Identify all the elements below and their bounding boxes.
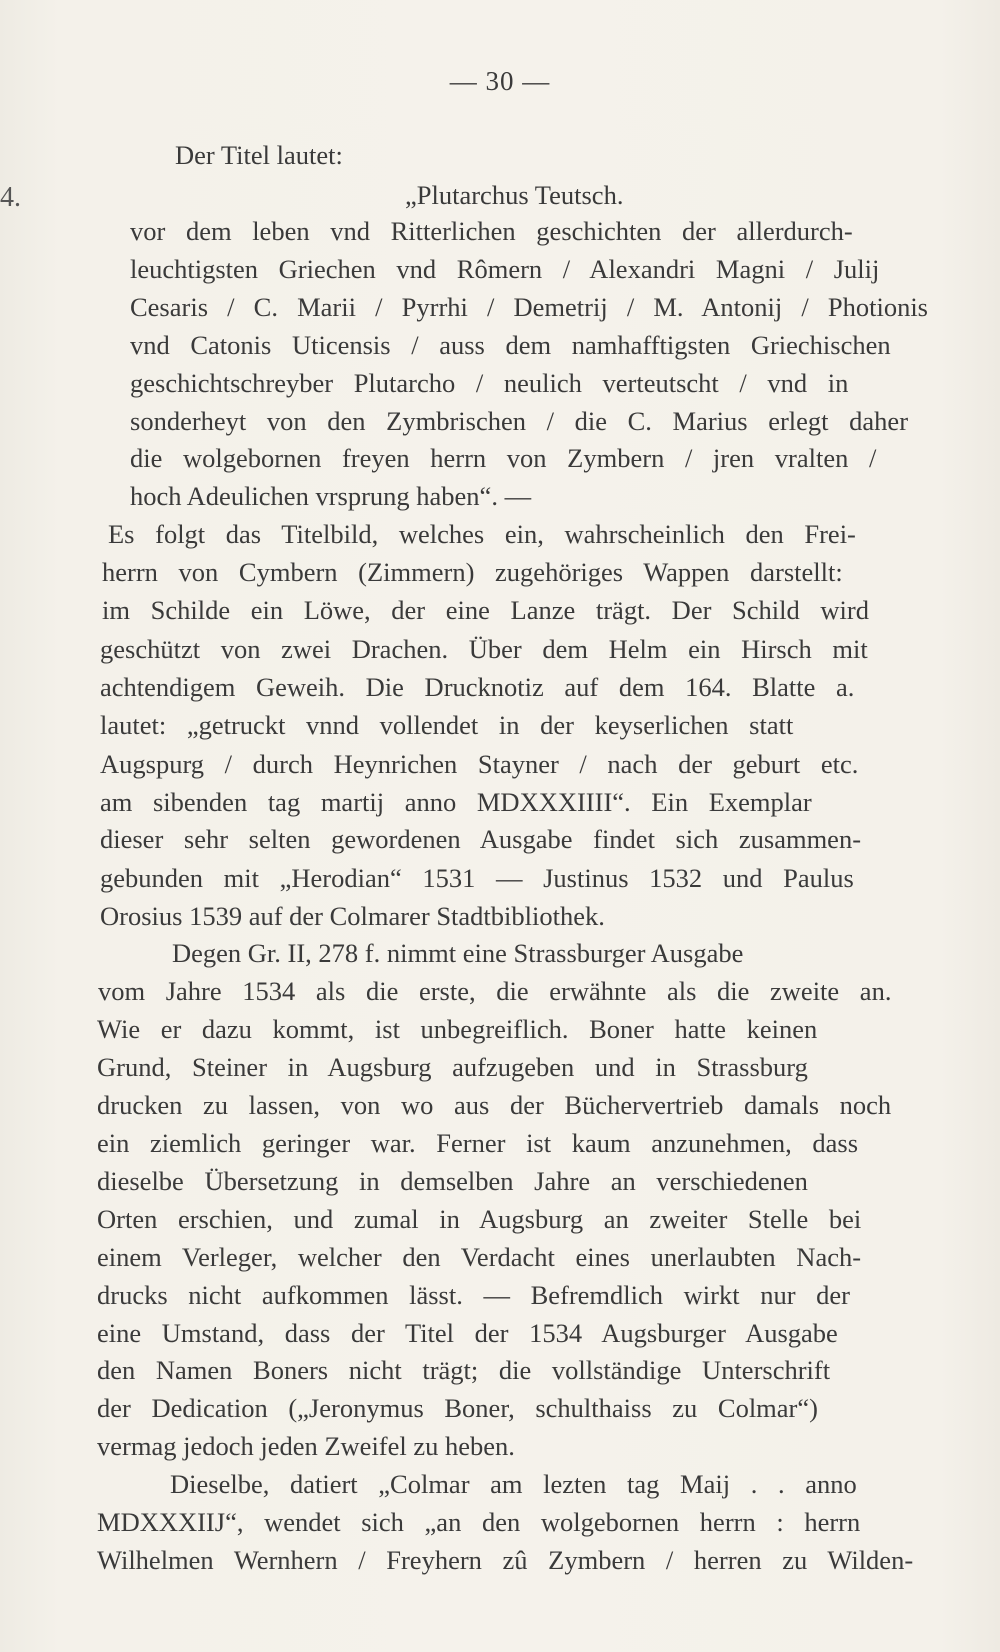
text-line-content: Dieselbe, datiert „Colmar am lezten tag Maij . . anno bbox=[170, 1469, 857, 1499]
text-line-content: vor dem leben vnd Ritterlichen geschichten der allerdurch- bbox=[130, 216, 853, 246]
text-line-content: lautet: „getruckt vnnd vollendet in der keyserlichen statt bbox=[100, 710, 794, 740]
text-line-content: achtendigem Geweih. Die Drucknotiz auf dem 164. Blatte a. bbox=[100, 672, 855, 702]
text-line-content: Cesaris / C. Marii / Pyrrhi / Demetrij / M. Antonij / Photionis bbox=[130, 292, 928, 322]
text-line-content: Grund, Steiner in Augsburg aufzugeben und in Strassburg bbox=[97, 1052, 808, 1082]
text-line-content: MDXXXIIJ“, wendet sich „an den wolgebornen herrn : herrn bbox=[97, 1507, 861, 1537]
text-line-content: den Namen Boners nicht trägt; die vollständige Unterschrift bbox=[97, 1355, 831, 1385]
text-line-content: vom Jahre 1534 als die erste, die erwähnte als die zweite an. bbox=[98, 976, 892, 1006]
text-line-content: Wie er dazu kommt, ist unbegreiflich. Boner hatte keinen bbox=[97, 1014, 818, 1044]
margin-mark: 4. bbox=[0, 182, 21, 213]
text-line-content: leuchtigsten Griechen vnd Rômern / Alexandri Magni / Julij bbox=[130, 254, 880, 284]
text-line-content: drucken zu lassen, von wo aus der Büchervertrieb damals noch bbox=[97, 1090, 892, 1120]
text-line-content: die wolgebornen freyen herrn von Zymbern / jren vralten / bbox=[130, 443, 877, 473]
text-line-content: vnd Catonis Uticensis / auss dem namhafftigsten Griechischen bbox=[130, 330, 891, 360]
page-number: — 30 — bbox=[449, 66, 551, 96]
text-line-content: der Dedication („Jeronymus Boner, schulthaiss zu Colmar“) bbox=[97, 1393, 818, 1423]
text-line-content: Degen Gr. II, 278 f. nimmt eine Strassburger Ausgabe bbox=[172, 938, 744, 968]
text-line-content: einem Verleger, welcher den Verdacht eines unerlaubten Nach- bbox=[97, 1242, 862, 1272]
text-line-content: drucks nicht aufkommen lässt. — Befremdlich wirkt nur der bbox=[97, 1280, 850, 1310]
text-line-content: vermag jedoch jeden Zweifel zu heben. bbox=[97, 1431, 515, 1461]
text-line-content: „Plutarchus Teutsch. bbox=[405, 180, 624, 210]
text-line-content: Es folgt das Titelbild, welches ein, wahrscheinlich den Frei- bbox=[108, 519, 856, 549]
text-line-content: Orten erschien, und zumal in Augsburg an zweiter Stelle bei bbox=[97, 1204, 862, 1234]
text-line-content: eine Umstand, dass der Titel der 1534 Augsburger Ausgabe bbox=[97, 1318, 838, 1348]
text-line-content: ein ziemlich geringer war. Ferner ist kaum anzunehmen, dass bbox=[97, 1128, 859, 1158]
text-line-content: dieselbe Übersetzung in demselben Jahre an verschiedenen bbox=[97, 1166, 808, 1196]
text-line-content: im Schilde ein Löwe, der eine Lanze trägt. Der Schild wird bbox=[102, 595, 869, 625]
text-line-content: geschichtschreyber Plutarcho / neulich verteutscht / vnd in bbox=[130, 368, 849, 398]
text-line-content: sonderheyt von den Zymbrischen / die C. Marius erlegt daher bbox=[130, 406, 909, 436]
text-line-content: Augspurg / durch Heynrichen Stayner / nach der geburt etc. bbox=[100, 749, 859, 779]
text-line-content: geschützt von zwei Drachen. Über dem Helm ein Hirsch mit bbox=[100, 634, 868, 664]
text-line-content: am sibenden tag martij anno MDXXXIIII“. Ein Exemplar bbox=[100, 787, 812, 817]
text-line-content: hoch Adeulichen vrsprung haben“. — bbox=[130, 481, 532, 511]
text-line-content: dieser sehr selten gewordenen Ausgabe findet sich zusammen- bbox=[100, 824, 862, 854]
text-line-content: Wilhelmen Wernhern / Freyhern zû Zymbern / herren zu Wilden- bbox=[97, 1545, 914, 1575]
text-line-content: herrn von Cymbern (Zimmern) zugehöriges Wappen darstellt: bbox=[102, 557, 843, 587]
text-line-content: gebunden mit „Herodian“ 1531 — Justinus 1532 und Paulus bbox=[100, 863, 854, 893]
text-line-content: Orosius 1539 auf der Colmarer Stadtbibliothek. bbox=[100, 901, 605, 931]
text-line-content: Der Titel lautet: bbox=[175, 140, 343, 170]
